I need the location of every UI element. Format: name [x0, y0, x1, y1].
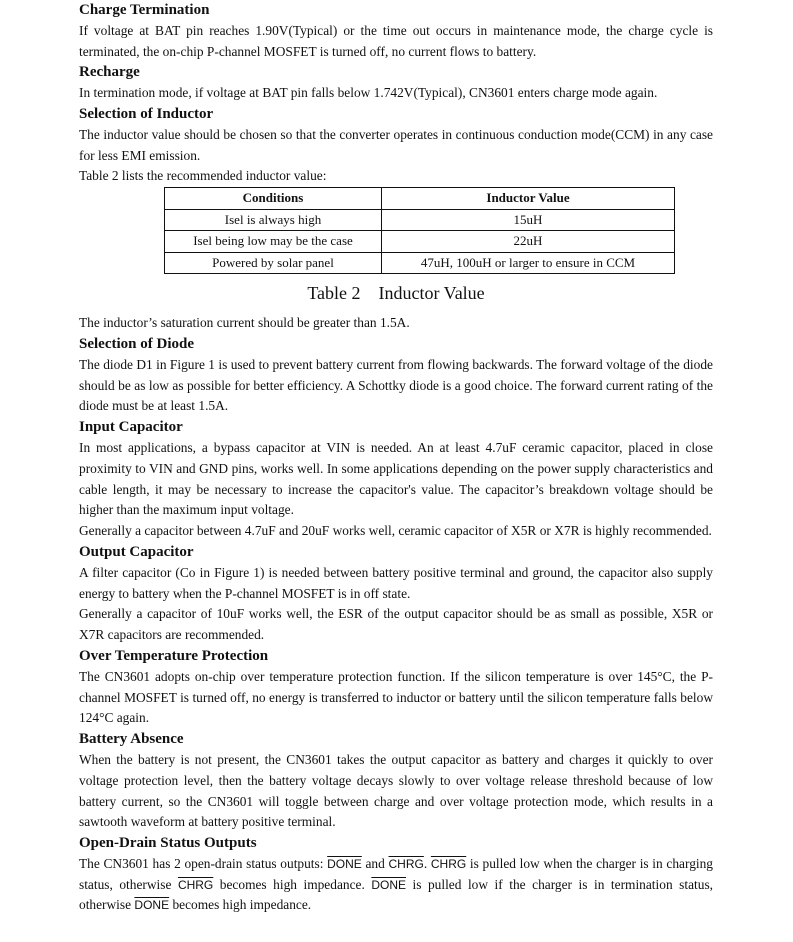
status-text: becomes high impedance.: [169, 897, 312, 913]
table-cell: Isel is always high: [165, 209, 382, 231]
status-text: is pulled low if the charger is in termination status, otherwise: [79, 876, 714, 913]
inductor-table-wrap: [164, 187, 675, 274]
paragraph-output-capacitor-2: Generally a capacitor of 10uF works well, the ESR of the output capacitor should be as small as possible, X5R or X7R capacitors are recommended.: [79, 606, 713, 643]
paragraph-diode: The diode D1 in Figure 1 is used to prevent battery current from flowing backwards. The forward voltage of the diode should be as low as possible for better efficiency. A Schottky diode is a good choice. The forward current rating of the diode must be at least 1.5A.: [79, 356, 713, 414]
paragraph-inductor-1: The inductor value should be chosen so that the converter operates in continuous conduction mode(CCM) in any case for less EMI emission.: [79, 126, 713, 163]
paragraph-input-capacitor-2: Generally a capacitor between 4.7uF and 20uF works well, ceramic capacitor of X5R or X7R is highly recommended.: [79, 523, 712, 539]
table-cell: 47uH, 100uH or larger to ensure in CCM: [382, 252, 675, 274]
status-text: becomes high impedance.: [213, 876, 372, 892]
paragraph-inductor-2: Table 2 lists the recommended inductor value:: [79, 168, 327, 184]
heading-selection-of-inductor: Selection of Inductor: [79, 105, 214, 122]
table-header-cell: Conditions: [165, 188, 382, 210]
heading-over-temperature: Over Temperature Protection: [79, 647, 269, 664]
heading-recharge: Recharge: [79, 64, 140, 81]
paragraph-over-temperature: The CN3601 adopts on-chip over temperature protection function. If the silicon temperature is over 145°C, the P-channel MOSFET is turned off, no energy is transferred to inductor or battery until the silicon temperature falls below 124°C again.: [79, 668, 713, 726]
done-pin-label: DONE: [327, 856, 362, 871]
status-text: is pulled low when the charger is in charging status, otherwise: [79, 855, 713, 892]
chrg-pin-label: CHRG: [430, 856, 467, 871]
chrg-pin-label: CHRG: [177, 877, 214, 892]
paragraph-recharge: In termination mode, if voltage at BAT pin falls below 1.742V(Typical), CN3601 enters charge mode again.: [79, 85, 658, 101]
heading-selection-of-diode: Selection of Diode: [79, 335, 194, 352]
heading-battery-absence: Battery Absence: [79, 731, 184, 748]
table-row: [165, 252, 675, 274]
status-text: and: [361, 855, 389, 871]
chrg-pin-label: CHRG: [388, 856, 424, 871]
table-caption: [79, 282, 713, 304]
heading-status-outputs: Open-Drain Status Outputs: [79, 835, 257, 852]
done-pin-label: DONE: [371, 877, 407, 892]
done-pin-label: DONE: [134, 898, 170, 913]
paragraph-charge-termination: If voltage at BAT pin reaches 1.90V(Typical) or the time out occurs in maintenance mode, the charge cycle is terminated, the on-chip P-channel MOSFET is turned off, no current flows to battery.: [79, 22, 713, 59]
heading-output-capacitor: Output Capacitor: [79, 543, 194, 560]
table-row: [165, 231, 675, 253]
document-page: [79, 0, 713, 916]
table-header-cell: Inductor Value: [382, 188, 675, 210]
table-cell: 15uH: [382, 209, 675, 231]
heading-charge-termination: Charge Termination: [79, 2, 210, 18]
table-row: [165, 209, 675, 231]
table-cell: Powered by solar panel: [165, 252, 382, 274]
paragraph-status-outputs: [79, 854, 713, 916]
status-text: The CN3601 has 2 open-drain status outputs:: [79, 855, 328, 871]
table-caption-text: Table 2 Inductor Value: [307, 283, 485, 304]
paragraph-inductor-saturation: The inductor’s saturation current should be greater than 1.5A.: [79, 315, 410, 331]
inductor-table: [164, 187, 675, 274]
paragraph-input-capacitor-1: In most applications, a bypass capacitor at VIN is needed. An at least 4.7uF ceramic capacitor, placed in close proximity to VIN and GND pins, works well. In some applications depending on the power supply characteristics and cable length, it may be necessary to increase the capacitor's value. The capacitor’s breakdown voltage should be higher than the maximum input voltage.: [79, 439, 713, 518]
paragraph-output-capacitor-1: A filter capacitor (Co in Figure 1) is needed between battery positive terminal and ground, the capacitor also supply energy to battery when the P-channel MOSFET is in off state.: [79, 564, 713, 601]
table-cell: Isel being low may be the case: [165, 231, 382, 253]
status-text: .: [423, 855, 431, 871]
table-header-row: [165, 188, 675, 210]
paragraph-battery-absence: When the battery is not present, the CN3601 takes the output capacitor as battery and charges it quickly to over voltage protection level, then the battery voltage decays slowly to over voltage release threshold because of low battery current, so the CN3601 will toggle between charge and over voltage protection mode, which results in a sawtooth waveform at battery positive terminal.: [79, 751, 713, 830]
table-cell: 22uH: [382, 231, 675, 253]
heading-input-capacitor: Input Capacitor: [79, 419, 183, 436]
